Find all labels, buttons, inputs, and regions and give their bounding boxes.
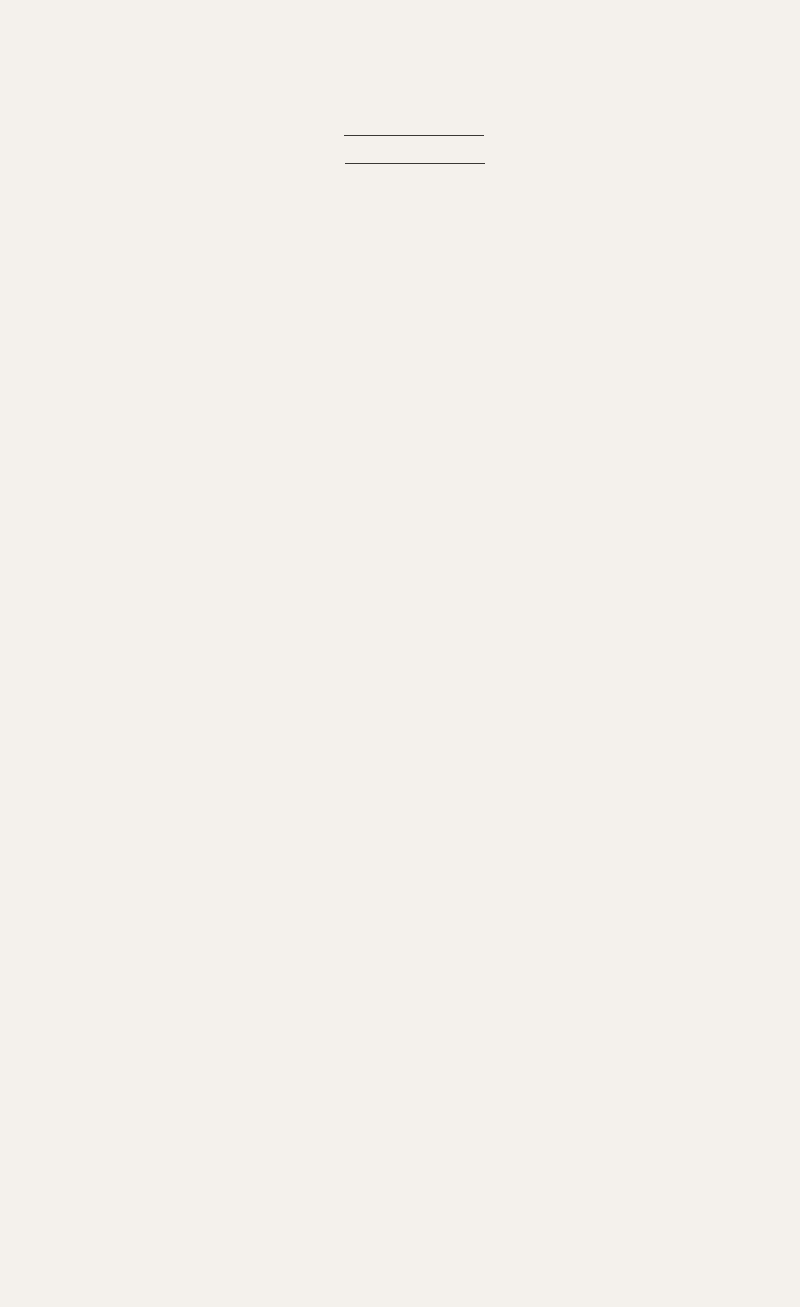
end-divider — [345, 163, 485, 164]
section-divider — [344, 135, 484, 136]
bibliography-text — [38, 113, 748, 164]
